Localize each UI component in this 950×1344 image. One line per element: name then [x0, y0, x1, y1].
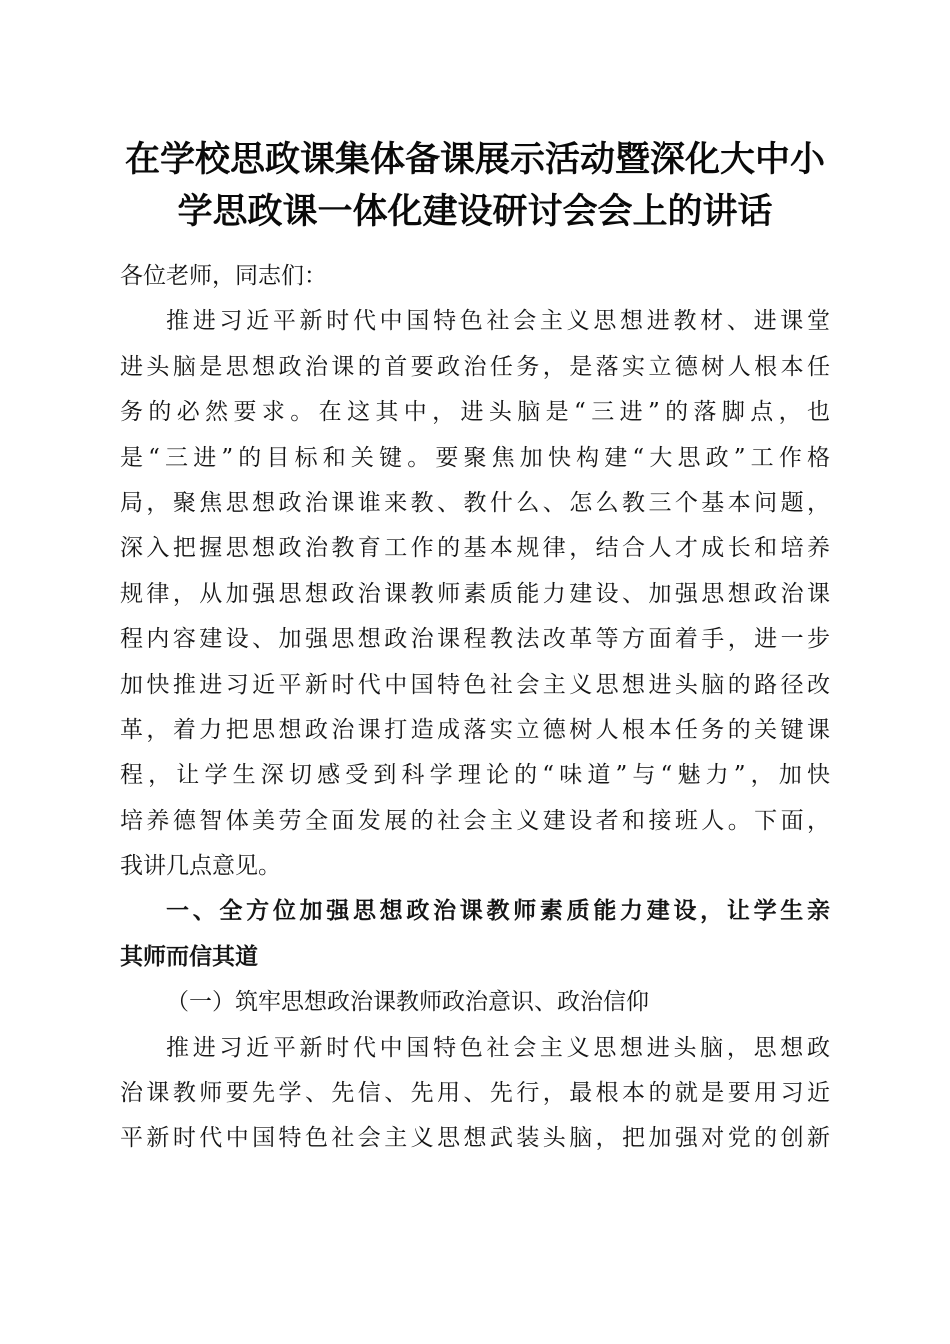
paragraph-line: 培养德智体美劳全面发展的社会主义建设者和接班人。下面，: [120, 807, 830, 834]
paragraph-line: 我讲几点意见。: [120, 853, 281, 880]
paragraph-line: 是“三进”的目标和关键。要聚焦加快构建“大思政”工作格: [120, 444, 830, 471]
section-heading: [120, 889, 830, 980]
paragraph-line: 局，聚焦思想政治课谁来教、教什么、怎么教三个基本问题，: [120, 489, 830, 516]
paragraph-line: 平新时代中国特色社会主义思想武装头脑，把加强对党的创新: [120, 1125, 830, 1152]
paragraph-line: 程，让学生深切感受到科学理论的“味道”与“魅力”，加快: [120, 762, 830, 789]
paragraph-line: 治课教师要先学、先信、先用、先行，最根本的就是要用习近: [120, 1080, 830, 1107]
paragraph-line: 务的必然要求。在这其中，进头脑是“三进”的落脚点，也: [120, 399, 830, 426]
paragraph-line: 进头脑是思想政治课的首要政治任务，是落实立德树人根本任: [120, 353, 830, 380]
section-heading-line: 一、全方位加强思想政治课教师素质能力建设，让学生亲: [166, 898, 830, 925]
section-heading-line: 其师而信其道: [120, 943, 258, 970]
title-line-2: 学思政课一体化建设研讨会会上的讲话: [177, 191, 773, 232]
intro-paragraph: [120, 299, 830, 889]
subsection-heading: （一）筑牢思想政治课教师政治意识、政治信仰: [166, 989, 649, 1016]
paragraph-line: 程内容建设、加强思想政治课程教法改革等方面着手，进一步: [120, 626, 830, 653]
paragraph-line: 加快推进习近平新时代中国特色社会主义思想进头脑的路径改: [120, 671, 830, 698]
salutation: 各位老师，同志们：: [120, 263, 327, 289]
paragraph-line: 规律，从加强思想政治课教师素质能力建设、加强思想政治课: [120, 580, 830, 607]
paragraph-line: 革，着力把思想政治课打造成落实立德树人根本任务的关键课: [120, 716, 830, 743]
paragraph-line: 推进习近平新时代中国特色社会主义思想进教材、进课堂: [166, 308, 830, 335]
section-paragraph: [120, 1026, 830, 1162]
paragraph-line: 推进习近平新时代中国特色社会主义思想进头脑，思想政: [166, 1034, 830, 1061]
paragraph-line: 深入把握思想政治教育工作的基本规律，结合人才成长和培养: [120, 535, 830, 562]
document-body: [120, 254, 830, 1162]
title-line-1: 在学校思政课集体备课展示活动暨深化大中小: [124, 139, 825, 180]
page-title: [100, 134, 850, 238]
